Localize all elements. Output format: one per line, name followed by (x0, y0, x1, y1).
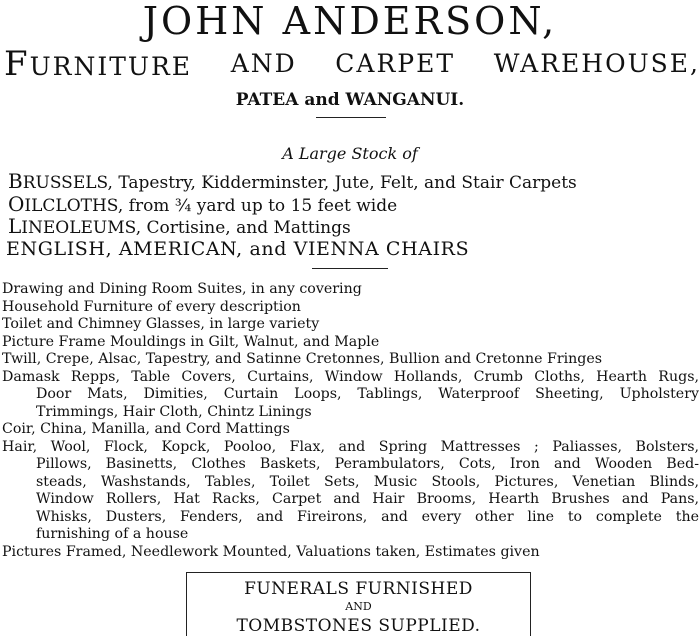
list-item: Whisks, Dusters, Fenders, and Fireirons, and every other line to complete the (36, 508, 699, 525)
carpet-line-text: RUSSELS, Tapestry, Kidderminster, Jute, Felt, and Stair Carpets (22, 173, 577, 193)
list-item: Household Furniture of every description (2, 298, 301, 315)
tombstones-line: TOMBSTONES SUPPLIED. (236, 616, 481, 636)
list-item: steads, Washstands, Tables, Toilet Sets, Music Stools, Pictures, Venetian Blinds, (36, 473, 699, 490)
carpet-line (8, 170, 577, 194)
funerals-and: AND (345, 600, 372, 613)
locations: PATEA and WANGANUI. (235, 90, 465, 110)
funerals-line: FUNERALS FURNISHED (244, 579, 473, 599)
subtitle-word-1 (4, 44, 192, 87)
carpet-line-initial: O (8, 192, 25, 216)
item-list (2, 281, 699, 561)
carpet-line (8, 193, 397, 217)
list-item: Trimmings, Hair Cloth, Chintz Linings (36, 403, 312, 420)
subtitle-word-2: AND (230, 49, 297, 78)
list-item: Coir, China, Manilla, and Cord Mattings (2, 421, 290, 437)
list-item: Hair, Wool, Flock, Kopck, Pooloo, Flax, and Spring Mattresses ; Paliasses, Bolsters, (2, 438, 699, 455)
list-item: Window Rollers, Hat Racks, Carpet and Hair Brooms, Hearth Brushes and Pans, (36, 491, 699, 507)
ad-subtitle (4, 44, 700, 87)
ad-title: JOHN ANDERSON, (142, 0, 558, 43)
list-item: Twill, Crepe, Alsac, Tapestry, and Satinne Cretonnes, Bullion and Cretonne Fringes (2, 351, 603, 367)
subtitle-word-3: CARPET (335, 49, 456, 78)
list-item: Toilet and Chimney Glasses, in large variety (2, 316, 320, 332)
divider-rule (312, 268, 388, 269)
list-item: Picture Frame Mouldings in Gilt, Walnut, and Maple (2, 333, 380, 350)
list-item: Door Mats, Dimities, Curtain Loops, Tablings, Waterproof Sheeting, Upholstery (36, 386, 699, 402)
carpet-line (8, 215, 351, 239)
stock-heading: A Large Stock of (282, 144, 418, 163)
list-item: Pictures Framed, Needlework Mounted, Valuations taken, Estimates given (2, 543, 540, 560)
carpet-line-initial: B (8, 169, 23, 193)
carpet-line-text: INEOLEUMS, Cortisine, and Mattings (21, 218, 351, 238)
chairs-line: ENGLISH, AMERICAN, and VIENNA CHAIRS (6, 238, 470, 260)
divider-rule (316, 117, 386, 118)
funerals-box (186, 572, 531, 636)
carpet-line-initial: L (8, 214, 22, 238)
list-item: Pillows, Basinetts, Clothes Baskets, Perambulators, Cots, Iron and Wooden Bed- (36, 456, 699, 472)
subtitle-word-4: WAREHOUSE, (493, 49, 700, 78)
subtitle-word-1-rest: URNITURE (29, 52, 193, 81)
carpet-line-text: ILCLOTHS, from ¾ yard up to 15 feet wide (24, 196, 398, 216)
list-item: Drawing and Dining Room Suites, in any covering (2, 281, 362, 297)
subtitle-initial: F (4, 44, 30, 84)
list-item: furnishing of a house (36, 526, 189, 542)
list-item: Damask Repps, Table Covers, Curtains, Window Hollands, Crumb Cloths, Hearth Rugs, (2, 368, 699, 385)
